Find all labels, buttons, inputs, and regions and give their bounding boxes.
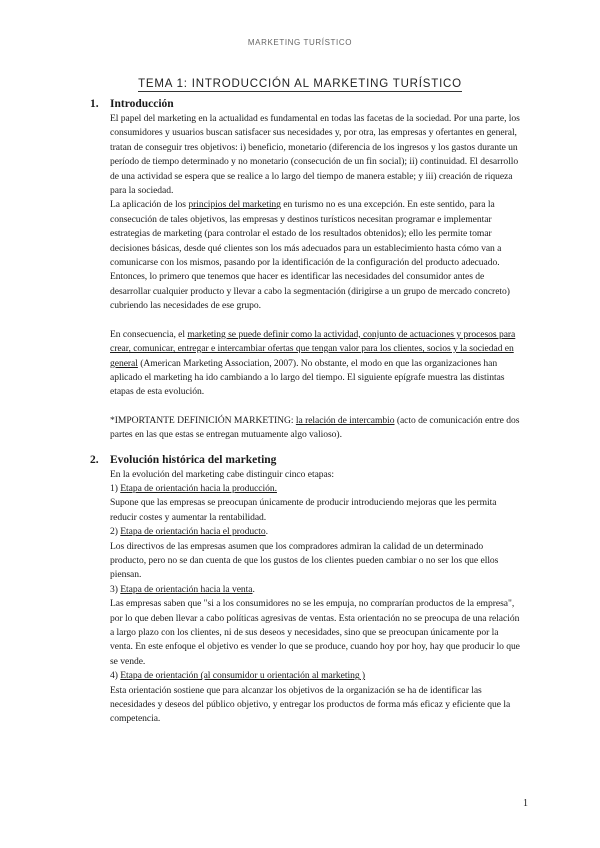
section-title: Introducción — [110, 98, 174, 110]
paragraph: Esta orientación sostiene que para alcanzar los objetivos de la organización se ha de identificar las necesidades y deseos del público objetivo, y entregar los productos de forma más eficaz y eficiente que la competencia. — [110, 684, 511, 725]
stage-title-text: Etapa de orientación hacia la producción. — [120, 482, 277, 494]
stage-title — [90, 482, 520, 496]
section-number: 1. — [90, 98, 99, 110]
text-run: . — [265, 526, 269, 538]
running-header: MARKETING TURÍSTICO — [247, 38, 353, 47]
text-run: en turismo no es una excepción. En este sentido, para la consecución de tales objetivos, las empresas y destinos turísticos necesitan programar e implementar estrategias de marketing (para controlar el estado de los resultados obtenidos); ello les permite tomar decisiones básicas, desde qué clientes son los más adecuados para un establecimiento hasta cómo van a comunicarse con los mismos, pasando por la identificación de la configuración del producto adecuado. — [110, 199, 502, 269]
section-heading-evolucion — [90, 453, 520, 468]
underlined-term: principios del marketing — [188, 199, 281, 211]
underlined-term: la relación de intercambio — [295, 414, 395, 426]
paragraph — [90, 328, 520, 400]
page-title — [0, 78, 600, 90]
paragraph — [90, 198, 520, 270]
stage-title — [90, 669, 520, 683]
stage-number: 2) — [110, 526, 121, 538]
stage-number: 1) — [110, 482, 121, 494]
page-title-text: TEMA 1: INTRODUCCIÓN AL MARKETING TURÍSTICO — [138, 78, 462, 90]
paragraph — [90, 414, 520, 443]
paragraph: Entonces, lo primero que tenemos que hacer es identificar las necesidades del consumidor antes de desarrollar cualquier producto y llevar a cabo la segmentación (dirigirse a un grupo de mercado concreto) cubriendo las necesidades de ese grupo. — [110, 271, 510, 312]
stage-title — [90, 583, 520, 597]
underlined-definition: marketing se puede definir como la actividad, conjunto de actuaciones y procesos para crear, comunicar, entregar e intercambiar ofertas que tengan valor para los clientes, socios y la sociedad en general — [110, 328, 516, 369]
paragraph: En la evolución del marketing cabe distinguir cinco etapas: — [110, 468, 335, 480]
section-number: 2. — [90, 453, 99, 466]
paragraph: Los directivos de las empresas asumen que los compradores admiran la calidad de un determinado producto, pero no se dan cuenta de que los gustos de los clientes pueden cambiar o no ser los que ellos piensan. — [110, 540, 499, 581]
text-run: (American Marketing Association, 2007). No obstante, el modo en que las organizaciones han aplicado el marketing ha ido cambiando a lo largo del tiempo. El siguiente epígrafe muestra las distintas etapas de esta evolución. — [110, 357, 505, 398]
section-heading-introduccion — [90, 97, 520, 112]
text-run: En consecuencia, el — [110, 328, 188, 340]
stage-title-text: Etapa de orientación (al consumidor u orientación al marketing ) — [120, 670, 366, 682]
paragraph: El papel del marketing en la actualidad es fundamental en todas las facetas de la sociedad. Por una parte, los consumidores y usuarios buscan satisfacer sus necesidades y, por otra, las empresas y ofertantes en general, tratan de conseguir tres objetivos: i) beneficio, monetario (diferencia de los ingresos y los gastos durante un período de tiempo determinado y no monetario (consecución de un fin social); ii) continuidad. El desarrollo de una actividad se espera que se realice a lo largo del tiempo de manera estable; y iii) creación de riqueza para la sociedad. — [110, 113, 520, 197]
stage-number: 3) — [110, 583, 121, 595]
stage-title — [90, 525, 520, 539]
paragraph: Supone que las empresas se preocupan únicamente de producir introduciendo mejoras que les permita reducir costes y aumentar la rentabilidad. — [110, 497, 497, 523]
section-title: Evolución histórica del marketing — [110, 453, 277, 466]
text-run: . — [252, 583, 255, 595]
document-body — [90, 97, 520, 727]
text-run: (acto de comunicación entre dos partes en las que estas se entregan mutuamente algo valioso). — [110, 414, 520, 441]
paragraph: Las empresas saben que "si a los consumidores no se les empuja, no comprarían productos de la empresa", por lo que deben llevar a cabo políticas agresivas de ventas. Esta orientación no se preocupa de una relación a largo plazo con los clientes, ni de sus deseos y necesidades, sino que se preocupan únicamente por la venta. En este enfoque el objetivo es vender lo que se produce, cuando hoy por hoy, hay que producir lo que se vende. — [110, 598, 520, 667]
stage-title-text: Etapa de orientación hacia la venta — [120, 583, 253, 595]
text-run: La aplicación de los — [110, 199, 189, 211]
stage-title-text: Etapa de orientación hacia el producto — [120, 526, 266, 538]
stage-number: 4) — [110, 670, 121, 682]
page-number: 1 — [523, 798, 528, 809]
text-run: *IMPORTANTE DEFINICIÓN MARKETING: — [110, 414, 296, 426]
